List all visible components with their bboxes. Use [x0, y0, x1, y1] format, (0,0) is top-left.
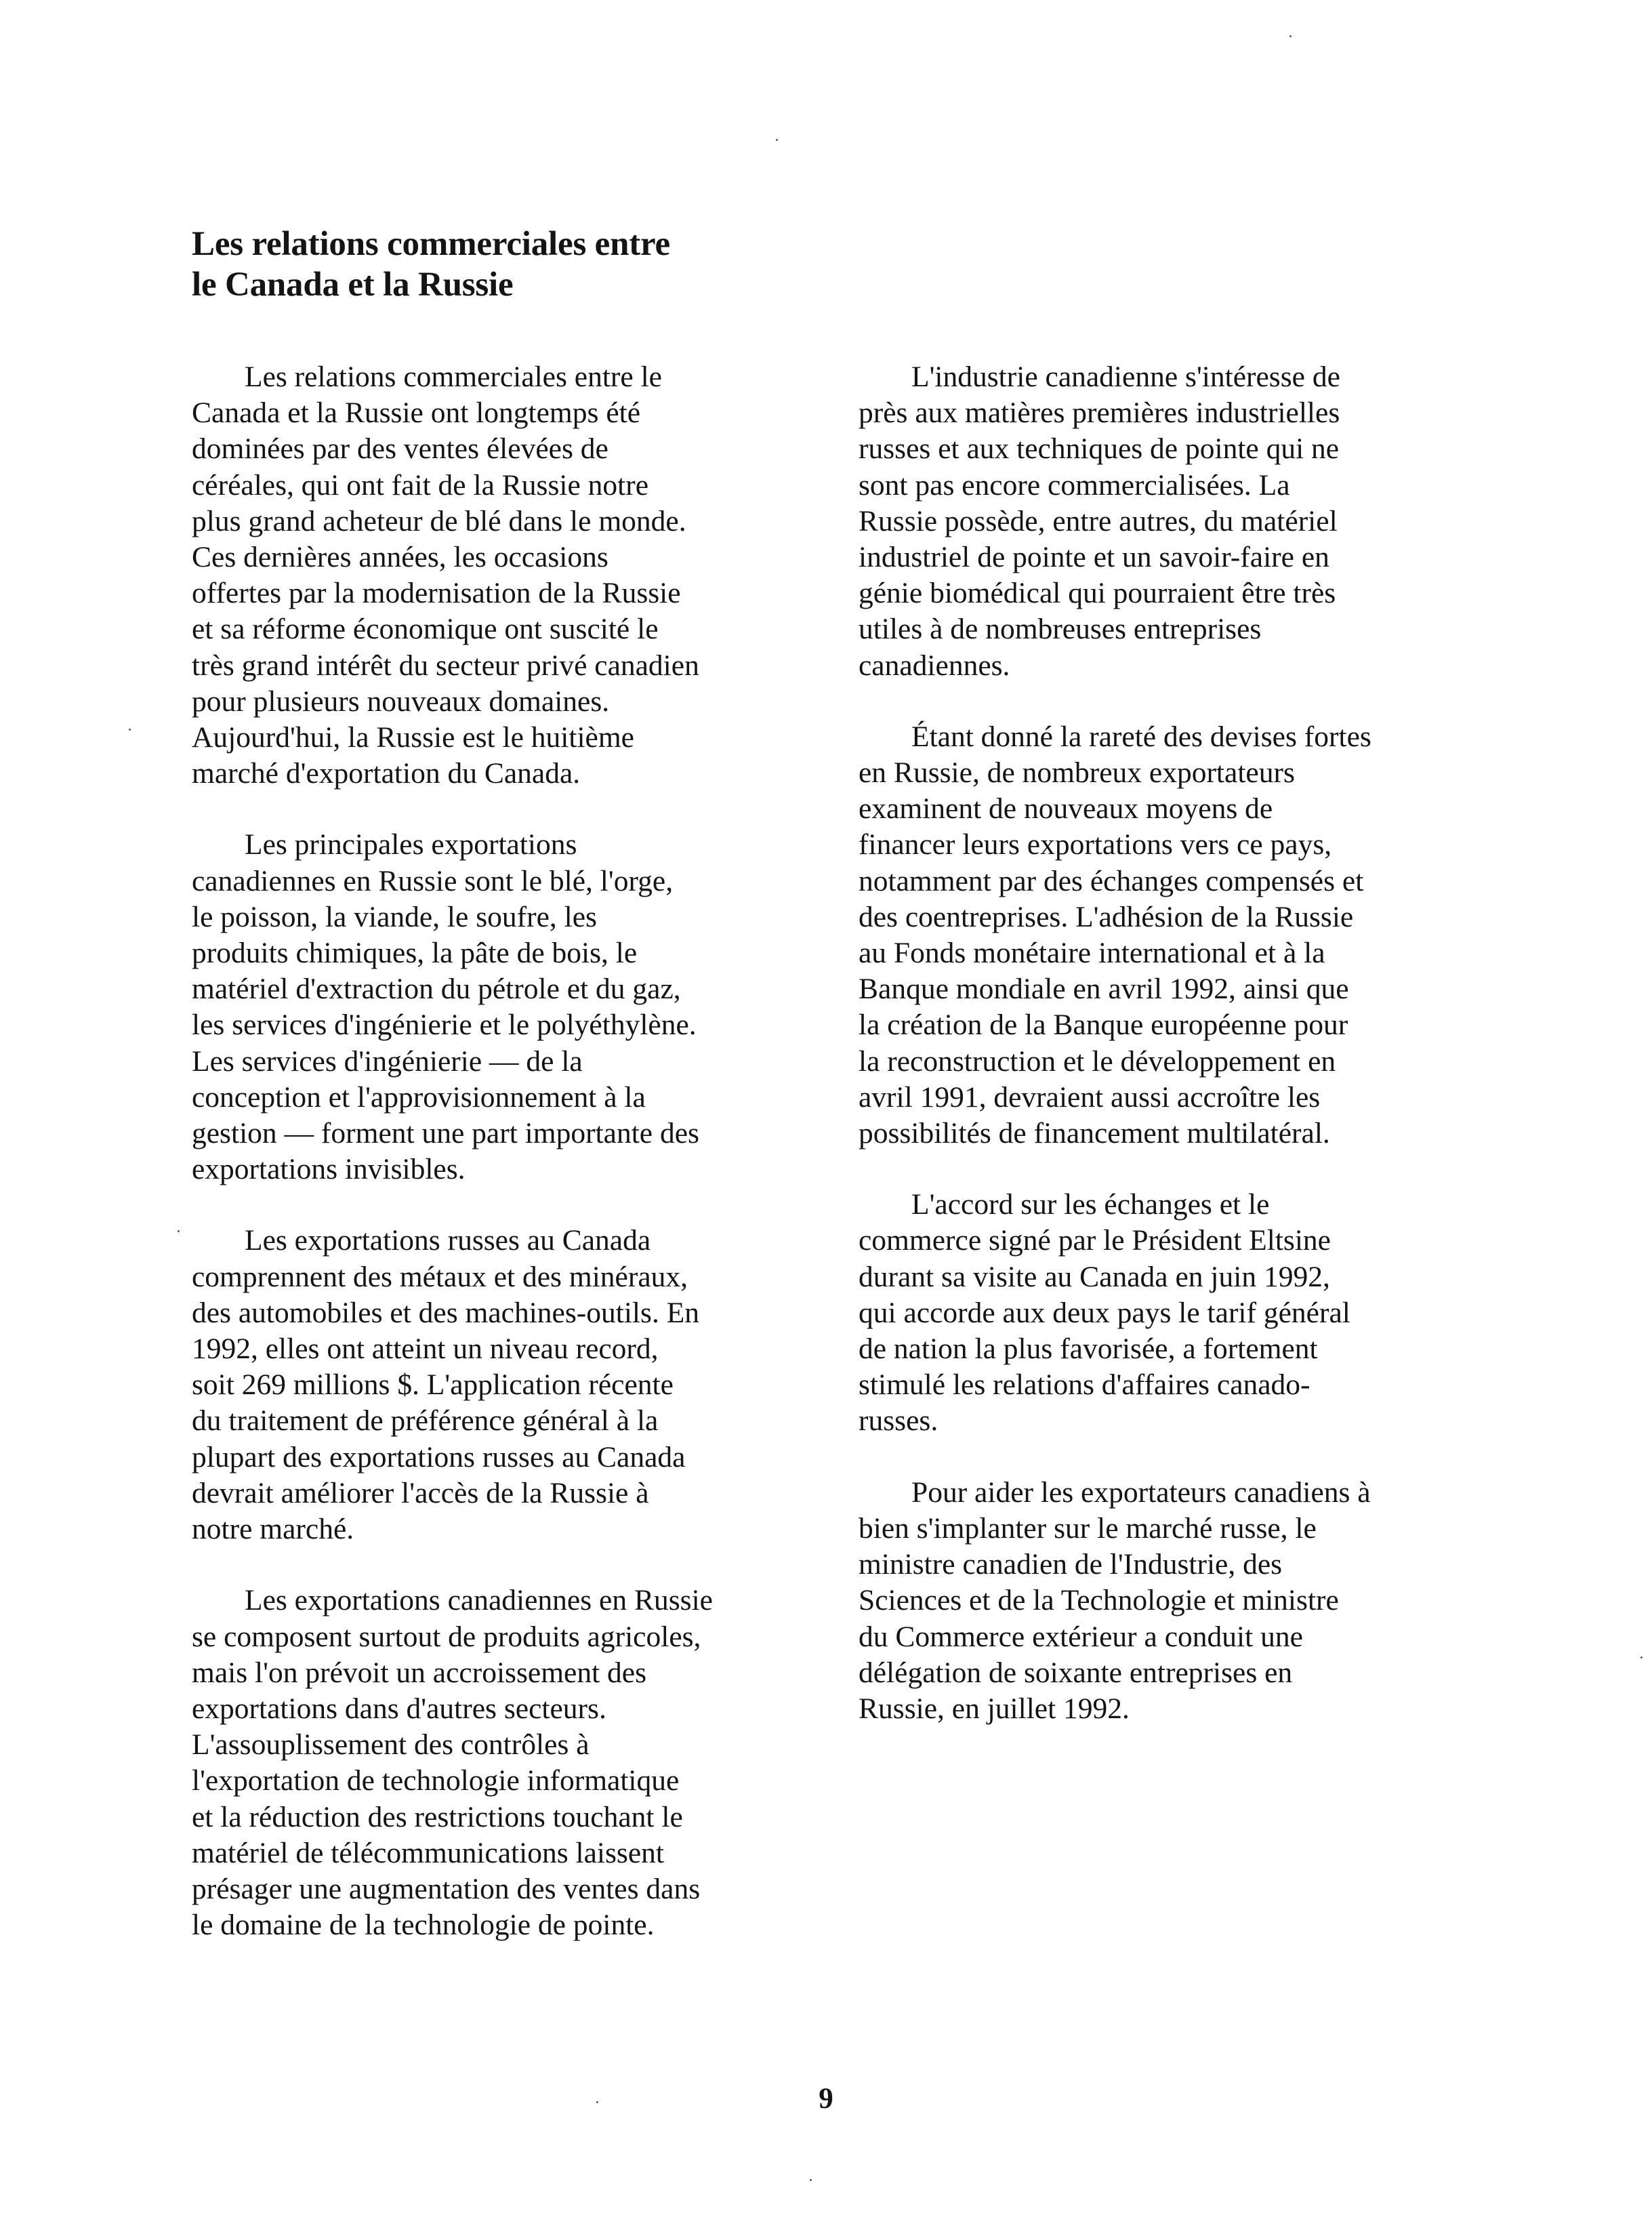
text-line: du Commerce extérieur a conduit une [859, 1620, 1303, 1653]
text-line: génie biomédical qui pourraient être très [859, 577, 1336, 610]
text-line: sont pas encore commercialisées. La [859, 468, 1290, 502]
text-line: des automobiles et des machines-outils. En [192, 1296, 700, 1329]
text-line: en Russie, de nombreux exportateurs [859, 756, 1295, 790]
paragraph [859, 719, 1495, 1152]
scan-speck [178, 1230, 180, 1232]
text-line: du traitement de préférence général à la [192, 1404, 659, 1438]
left-column [192, 359, 829, 1978]
text-line: L'accord sur les échanges et le [911, 1188, 1270, 1221]
text-line: mais l'on prévoit un accroissement des [192, 1656, 647, 1689]
text-line: Sciences et de la Technologie et ministre [859, 1584, 1339, 1617]
text-line: pour plusieurs nouveaux domaines. [192, 685, 610, 718]
text-line: Les services d'ingénierie — de la [192, 1044, 583, 1078]
text-line: matériel de télécommunications laissent [192, 1836, 664, 1869]
text-line: et la réduction des restrictions touchant le [192, 1800, 683, 1833]
right-column [859, 359, 1495, 1762]
text-line: L'assouplissement des contrôles à [192, 1728, 590, 1762]
text-line: produits chimiques, la pâte de bois, le [192, 937, 638, 970]
scan-speck [1289, 35, 1292, 37]
text-line: ministre canadien de l'Industrie, des [859, 1548, 1283, 1581]
text-line: Russie possède, entre autres, du matériel [859, 504, 1338, 537]
text-line: examinent de nouveaux moyens de [859, 792, 1273, 826]
text-line: stimulé les relations d'affaires canado- [859, 1368, 1310, 1402]
title-line: Les relations commerciales entre [192, 225, 670, 263]
text-line: Banque mondiale en avril 1992, ainsi que [859, 973, 1349, 1006]
text-line: dominées par des ventes élevées de [192, 432, 608, 466]
text-line: soit 269 millions $. L'application récente [192, 1368, 674, 1402]
text-line: Aujourd'hui, la Russie est le huitième [192, 721, 634, 754]
paragraph [192, 1223, 829, 1547]
text-line: la reconstruction et le développement en [859, 1044, 1336, 1078]
text-line: Les exportations canadiennes en Russie [245, 1584, 713, 1617]
text-line: russes. [859, 1404, 938, 1438]
text-line: canadiennes. [859, 649, 1010, 682]
text-line: utiles à de nombreuses entreprises [859, 613, 1262, 646]
paragraph [192, 827, 829, 1187]
text-line: des coentreprises. L'adhésion de la Russie [859, 900, 1354, 933]
text-line: russes et aux techniques de pointe qui ne [859, 432, 1340, 466]
text-line: L'industrie canadienne s'intéresse de [911, 361, 1340, 393]
text-line: exportations invisibles. [192, 1153, 466, 1186]
page-number: 9 [819, 2083, 833, 2115]
text-line: céréales, qui ont fait de la Russie notre [192, 468, 649, 502]
text-line: et sa réforme économique ont suscité le [192, 613, 659, 646]
text-line: possibilités de financement multilatéral. [859, 1117, 1330, 1150]
text-line: Les principales exportations [245, 828, 577, 861]
text-line: commerce signé par le Président Eltsine [859, 1224, 1331, 1257]
text-line: durant sa visite au Canada en juin 1992, [859, 1260, 1330, 1293]
text-line: très grand intérêt du secteur privé canadien [192, 649, 699, 682]
text-line: notre marché. [192, 1513, 354, 1546]
text-line: bien s'implanter sur le marché russe, le [859, 1511, 1317, 1545]
paragraph [192, 359, 829, 792]
text-line: conception et l'approvisionnement à la [192, 1080, 646, 1114]
text-line: devrait améliorer l'accès de la Russie à [192, 1476, 649, 1509]
text-line: le poisson, la viande, le soufre, les [192, 900, 597, 933]
text-line: marché d'exportation du Canada. [192, 757, 581, 790]
scan-speck [776, 139, 778, 141]
text-line: la création de la Banque européenne pour [859, 1009, 1348, 1042]
scan-speck [810, 2179, 812, 2181]
paragraph [859, 1187, 1495, 1439]
scan-speck [596, 2101, 598, 2103]
text-line: canadiennes en Russie sont le blé, l'orge, [192, 864, 674, 897]
text-line: qui accorde aux deux pays le tarif général [859, 1296, 1350, 1329]
paragraph [192, 1583, 829, 1943]
text-line: plupart des exportations russes au Canada [192, 1440, 686, 1473]
text-line: plus grand acheteur de blé dans le monde. [192, 504, 686, 537]
text-line: Canada et la Russie ont longtemps été [192, 396, 641, 430]
text-line: l'exportation de technologie informatique [192, 1764, 680, 1797]
text-line: financer leurs exportations vers ce pays, [859, 828, 1332, 861]
text-line: matériel d'extraction du pétrole et du gaz, [192, 973, 681, 1006]
text-line: Étant donné la rareté des devises fortes [911, 720, 1371, 753]
text-line: délégation de soixante entreprises en [859, 1656, 1293, 1689]
text-line: 1992, elles ont atteint un niveau record, [192, 1333, 659, 1366]
title-line: le Canada et la Russie [192, 266, 514, 304]
text-line: se composent surtout de produits agricoles, [192, 1620, 701, 1653]
text-line: exportations dans d'autres secteurs. [192, 1692, 606, 1725]
text-line: au Fonds monétaire international et à la [859, 937, 1325, 970]
text-line: gestion — forment une part importante des [192, 1117, 699, 1150]
text-line: Les exportations russes au Canada [245, 1224, 651, 1257]
text-line: notamment par des échanges compensés et [859, 864, 1364, 897]
paragraph [859, 1475, 1495, 1727]
text-line: Les relations commerciales entre le [245, 361, 662, 393]
text-line: avril 1991, devraient aussi accroître les [859, 1080, 1321, 1114]
text-line: près aux matières premières industrielles [859, 396, 1340, 430]
page-title [192, 224, 802, 305]
text-line: Pour aider les exportateurs canadiens à [911, 1476, 1371, 1509]
scan-speck [1640, 1656, 1643, 1659]
text-line: de nation la plus favorisée, a fortement [859, 1333, 1318, 1366]
paragraph [859, 359, 1495, 684]
text-line: offertes par la modernisation de la Russie [192, 577, 681, 610]
text-line: comprennent des métaux et des minéraux, [192, 1260, 688, 1293]
text-line: industriel de pointe et un savoir-faire en [859, 541, 1329, 574]
text-line: les services d'ingénierie et le polyéthylène. [192, 1009, 697, 1042]
text-line: Ces dernières années, les occasions [192, 541, 608, 574]
scan-speck [129, 729, 131, 731]
text-line: présager une augmentation des ventes dans [192, 1872, 701, 1905]
text-line: Russie, en juillet 1992. [859, 1692, 1130, 1725]
text-line: le domaine de la technologie de pointe. [192, 1909, 655, 1942]
